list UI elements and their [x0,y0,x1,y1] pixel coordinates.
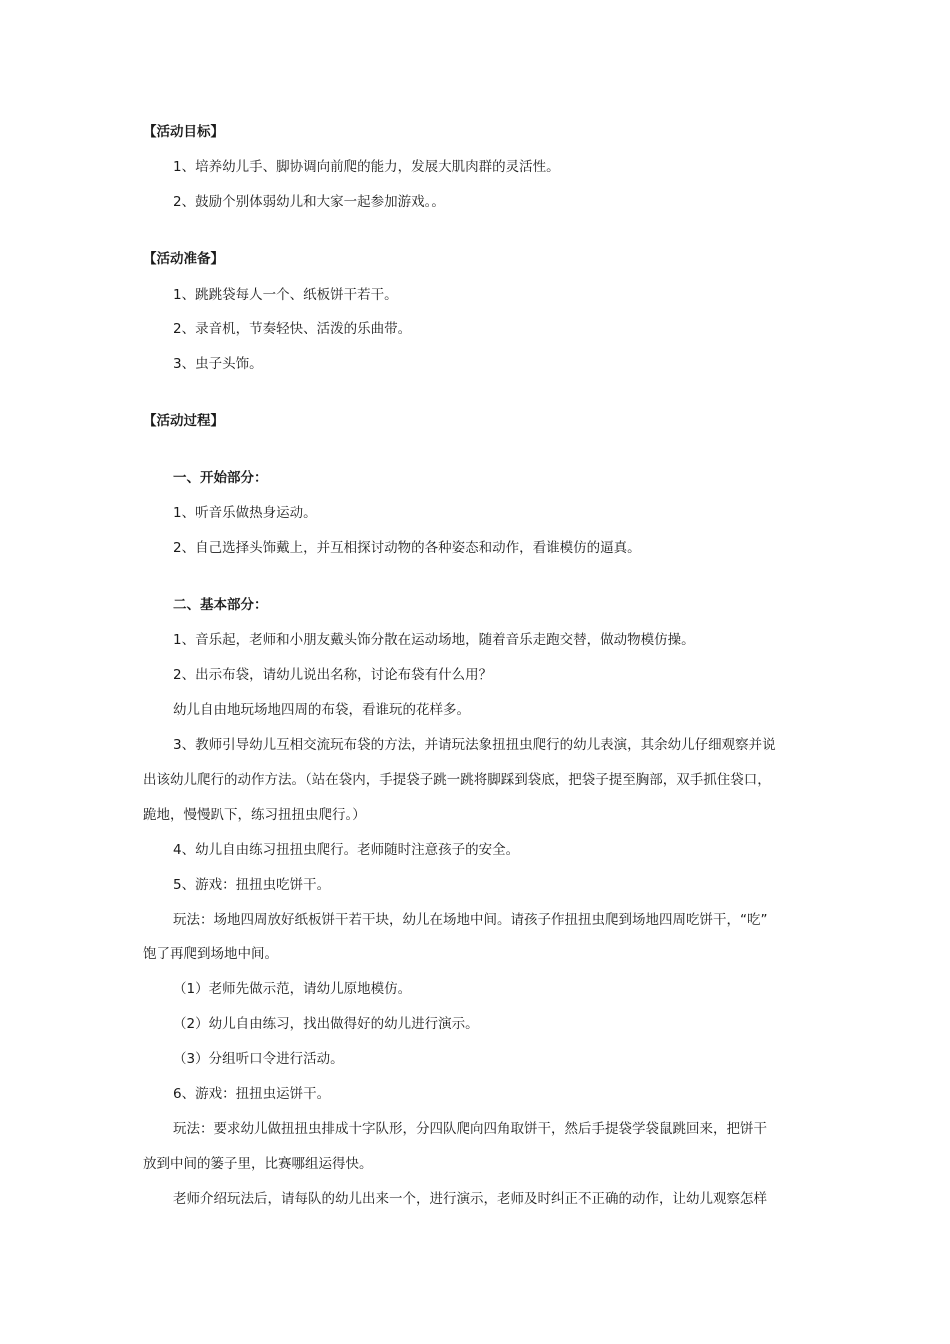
part1-item-2: 2、自己选择头饰戴上，并互相探讨动物的各种姿态和动作，看谁模仿的逼真。 [173,540,641,556]
part2-item-2: 2、出示布袋，请幼儿说出名称，讨论布袋有什么用？ [173,667,493,683]
part2-item-5-step-1: （1）老师先做示范，请幼儿原地模仿。 [173,981,412,997]
part2-item-3-line-2: 出该幼儿爬行的动作方法。（站在袋内，手提袋子跳一跳将脚踩到袋底，把袋子提至胸部，双手抓住袋口， [143,772,771,788]
part2-title: 二、基本部分： [173,597,268,613]
goals-item-1: 1、培养幼儿手、脚协调向前爬的能力，发展大肌肉群的灵活性。 [173,159,560,175]
prep-item-2: 2、录音机，节奏轻快、活泼的乐曲带。 [173,321,412,337]
part2-item-5-step-2: （2）幼儿自由练习，找出做得好的幼儿进行演示。 [173,1016,479,1032]
part2-item-6-rules-line-1: 玩法：要求幼儿做扭扭虫排成十字队形，分四队爬向四角取饼干，然后手提袋学袋鼠跳回来，把饼干 [173,1121,767,1137]
part1-item-1: 1、听音乐做热身运动。 [173,505,317,521]
part1-title: 一、开始部分： [173,470,268,486]
part2-item-5-step-3: （3）分组听口令进行活动。 [173,1051,344,1067]
goals-heading: 【活动目标】 [143,124,224,140]
process-heading: 【活动过程】 [143,413,224,429]
part2-item-5-rules-line-1: 玩法：场地四周放好纸板饼干若干块，幼儿在场地中间。请孩子作扭扭虫爬到场地四周吃饼干，“吃” [173,912,768,928]
prep-item-1: 1、跳跳袋每人一个、纸板饼干若干。 [173,287,398,303]
part2-item-4: 4、幼儿自由练习扭扭虫爬行。老师随时注意孩子的安全。 [173,842,520,858]
part2-item-1: 1、音乐起，老师和小朋友戴头饰分散在运动场地，随着音乐走跑交替，做动物模仿操。 [173,632,695,648]
part2-item-3-line-1: 3、教师引导幼儿互相交流玩布袋的方法，并请玩法象扭扭虫爬行的幼儿表演，其余幼儿仔细观察并说 [173,737,776,753]
part2-item-2-follow: 幼儿自由地玩场地四周的布袋，看谁玩的花样多。 [173,702,470,718]
part2-item-5: 5、游戏：扭扭虫吃饼干。 [173,877,331,893]
part2-item-3-line-3: 跪地，慢慢趴下，练习扭扭虫爬行。） [143,807,366,823]
part2-item-6: 6、游戏：扭扭虫运饼干。 [173,1086,331,1102]
prep-heading: 【活动准备】 [143,251,224,267]
part2-item-6-rules-line-2: 放到中间的篓子里，比赛哪组运得快。 [143,1156,373,1172]
part2-item-6-note: 老师介绍玩法后，请每队的幼儿出来一个，进行演示，老师及时纠正不正确的动作，让幼儿观察怎样 [173,1191,767,1207]
prep-item-3: 3、虫子头饰。 [173,356,263,372]
goals-item-2: 2、鼓励个别体弱幼儿和大家一起参加游戏。。 [173,194,445,210]
part2-item-5-rules-line-2: 饱了再爬到场地中间。 [143,946,278,962]
